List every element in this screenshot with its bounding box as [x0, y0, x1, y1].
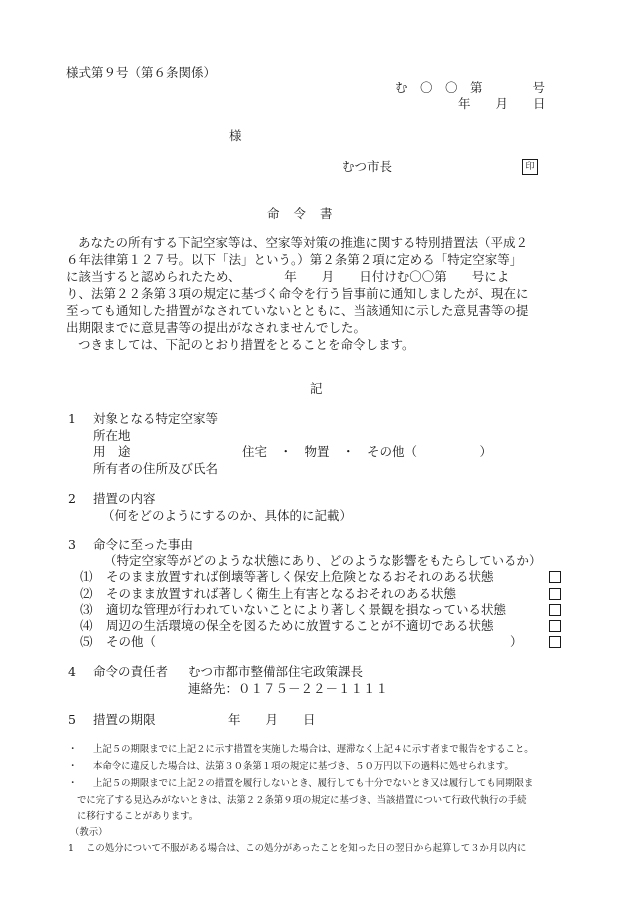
note-text: 本命令に違反した場合は、法第３０条第１項の規定に基づき、５０万円以下の過料に処せられます。: [93, 761, 514, 772]
reason-other-close: ）: [510, 634, 523, 649]
reason-checkbox[interactable]: [549, 588, 561, 600]
note-bullet: ・: [68, 778, 78, 789]
body-line-6: 出期限までに意見書等の提出がなされませんでした。: [66, 320, 367, 335]
reason-text: そのまま放置すれば著しく衛生上有害となるおそれのある状態: [106, 586, 457, 601]
section3-note: （特定空家等がどのような状態にあり、どのような影響をもたらしているか）: [104, 553, 542, 568]
body-line-3: に該当すると認められたため、 年 月 日付けむ〇〇第 号によ: [66, 269, 510, 284]
reason-marker: ⑸: [80, 634, 93, 649]
reason-marker: ⑴: [80, 569, 93, 584]
form-number: 様式第９号（第６条関係）: [66, 65, 217, 80]
reason-text: 周辺の生活環境の保全を図るために放置することが不適切である状態: [106, 618, 494, 633]
kyoji-item-text: この処分について不服がある場合は、この処分があったことを知った日の翌日から起算して３か月以内に: [86, 843, 527, 854]
note-text: 上記５の期限までに上記２の措置を履行しないとき、履行しても十分でないとき又は履行しても同期限ま: [93, 778, 534, 789]
section4-number: 4: [68, 664, 76, 679]
reason-text: 適切な管理が行われていないことにより著しく景観を損なっている状態: [106, 602, 507, 617]
location-label: 所在地: [93, 428, 131, 443]
body-line-1: あなたの所有する下記空家等は、空家等対策の推進に関する特別措置法（平成２: [78, 235, 529, 250]
section1-number: 1: [68, 411, 76, 426]
use-options: 住宅 ・ 物置 ・ その他（ ）: [242, 444, 493, 459]
body-closing: つきましては、下記のとおり措置をとることを命令します。: [78, 337, 415, 352]
section5-heading: 措置の期限: [93, 712, 156, 727]
kyoji-item-number: 1: [68, 843, 74, 854]
reason-checkbox[interactable]: [549, 604, 561, 616]
ki-heading: 記: [310, 381, 323, 396]
note-bullet: ・: [68, 744, 78, 755]
reason-checkbox[interactable]: [549, 636, 561, 648]
reason-checkbox[interactable]: [549, 620, 561, 632]
section2-heading: 措置の内容: [93, 491, 156, 506]
deadline-date: 年 月 日: [228, 712, 316, 727]
section1-heading: 対象となる特定空家等: [93, 411, 219, 426]
note-text: 上記５の期限までに上記２に示す措置を実施した場合は、遅滞なく上記４に示す者まで報告をすること。: [93, 744, 534, 755]
body-line-5: 至っても通知した措置がなされていないとともに、当該通知に示した意見書等の提: [66, 303, 529, 318]
reason-text: その他（: [106, 634, 157, 649]
owner-label: 所有者の住所及び氏名: [93, 461, 219, 476]
body-line-4: り、法第２２条第３項の規定に基づく命令を行う旨事前に通知しましたが、現在に: [66, 286, 529, 301]
section2-note: （何をどのようにするのか、具体的に記載）: [102, 508, 353, 523]
reason-checkbox[interactable]: [549, 571, 561, 583]
body-line-2: ６年法律第１２７号。以下「法」という。）第２条第２項に定める「特定空家等」: [66, 252, 523, 267]
issue-date: 年 月 日: [458, 96, 546, 111]
section3-heading: 命令に至った事由: [93, 537, 194, 552]
note-text: でに完了する見込みがないときは、法第２２条第９項の規定に基づき、当該措置について行政代執行の手続: [77, 795, 527, 806]
reason-marker: ⑷: [80, 618, 93, 633]
reference-number: む 〇 〇 第 号: [395, 80, 546, 95]
document-title: 命令書: [267, 206, 347, 221]
section4-heading: 命令の責任者: [93, 664, 169, 679]
section5-number: 5: [68, 712, 76, 727]
contact-number: 連絡先：０１７５－２２－１１１１: [188, 681, 389, 696]
responsible-person: むつ市都市整備部住宅政策課長: [188, 664, 364, 679]
note-bullet: ・: [68, 761, 78, 772]
reason-text: そのまま放置すれば倒壊等著しく保安上危険となるおそれのある状態: [106, 569, 494, 584]
section3-number: 3: [68, 537, 76, 552]
section2-number: 2: [68, 491, 76, 506]
reason-marker: ⑶: [80, 602, 93, 617]
issuer-name: むつ市長: [342, 159, 393, 174]
addressee-suffix: 様: [229, 128, 242, 143]
reason-marker: ⑵: [80, 586, 93, 601]
note-text: に移行することがあります。: [77, 811, 199, 822]
use-label: 用 途: [93, 444, 131, 459]
kyoji-label: （教示）: [70, 827, 108, 838]
seal-mark: 印: [522, 159, 538, 175]
